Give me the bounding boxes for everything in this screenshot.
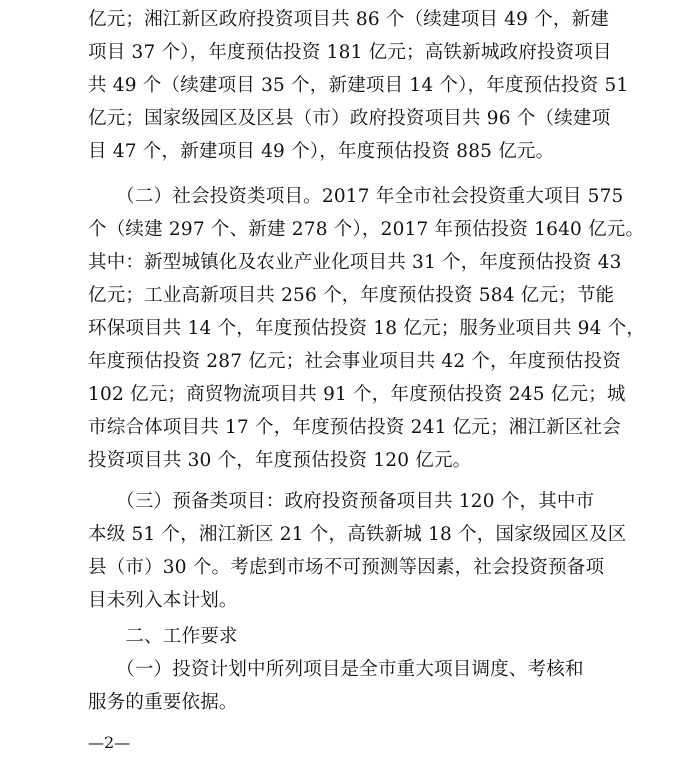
body-text-line: 投资项目共 30 个，年度预估投资 120 亿元。 [88, 450, 472, 471]
body-text-line: 共 49 个（续建项目 35 个，新建项目 14 个），年度预估投资 51 [88, 75, 629, 96]
body-text-line: 服务的重要依据。 [88, 692, 238, 713]
body-text-line: 本级 51 个，湘江新区 21 个，高铁新城 18 个，国家级园区及区 [88, 524, 627, 545]
body-text-line: 项目 37 个），年度预估投资 181 亿元；高铁新城政府投资项目 [88, 42, 612, 63]
body-text-line: 亿元；国家级园区及区县（市）政府投资项目共 96 个（续建项 [88, 108, 611, 129]
body-text-line: 亿元；工业高新项目共 256 个，年度预估投资 584 亿元；节能 [88, 285, 615, 306]
page-number: —2— [88, 733, 131, 752]
body-text-line: 环保项目共 14 个，年度预估投资 18 亿元；服务业项目共 94 个， [88, 318, 646, 339]
body-text-line: 亿元；湘江新区政府投资项目共 86 个（续建项目 49 个，新建 [88, 9, 610, 30]
section-heading-reserve-projects: （三）预备类项目：政府投资预备项目共 120 个，其中市 [88, 491, 595, 512]
section-heading-social-investment: （二）社会投资类项目。2017 年全市社会投资重大项目 575 [88, 186, 624, 207]
body-text-line: 102 亿元；商贸物流项目共 91 个，年度预估投资 245 亿元；城 [88, 384, 626, 405]
section-heading-work-requirements: 二、工作要求 [88, 626, 238, 647]
body-text-line: 县（市）30 个。考虑到市场不可预测等因素，社会投资预备项 [88, 557, 605, 578]
body-text-line: 其中：新型城镇化及农业产业化项目共 31 个，年度预估投资 43 [88, 252, 622, 273]
body-text-line: 目未列入本计划。 [88, 590, 238, 611]
body-text-line: 目 47 个，新建项目 49 个），年度预估投资 885 亿元。 [88, 141, 555, 162]
body-text-line: 个（续建 297 个、新建 278 个），2017 年预估投资 1640 亿元。 [88, 219, 645, 240]
body-text-line: 年度预估投资 287 亿元；社会事业项目共 42 个，年度预估投资 [88, 351, 621, 372]
body-text-line: 市综合体项目共 17 个，年度预估投资 241 亿元；湘江新区社会 [88, 417, 621, 438]
section-heading-investment-plan: （一）投资计划中所列项目是全市重大项目调度、考核和 [88, 659, 584, 680]
